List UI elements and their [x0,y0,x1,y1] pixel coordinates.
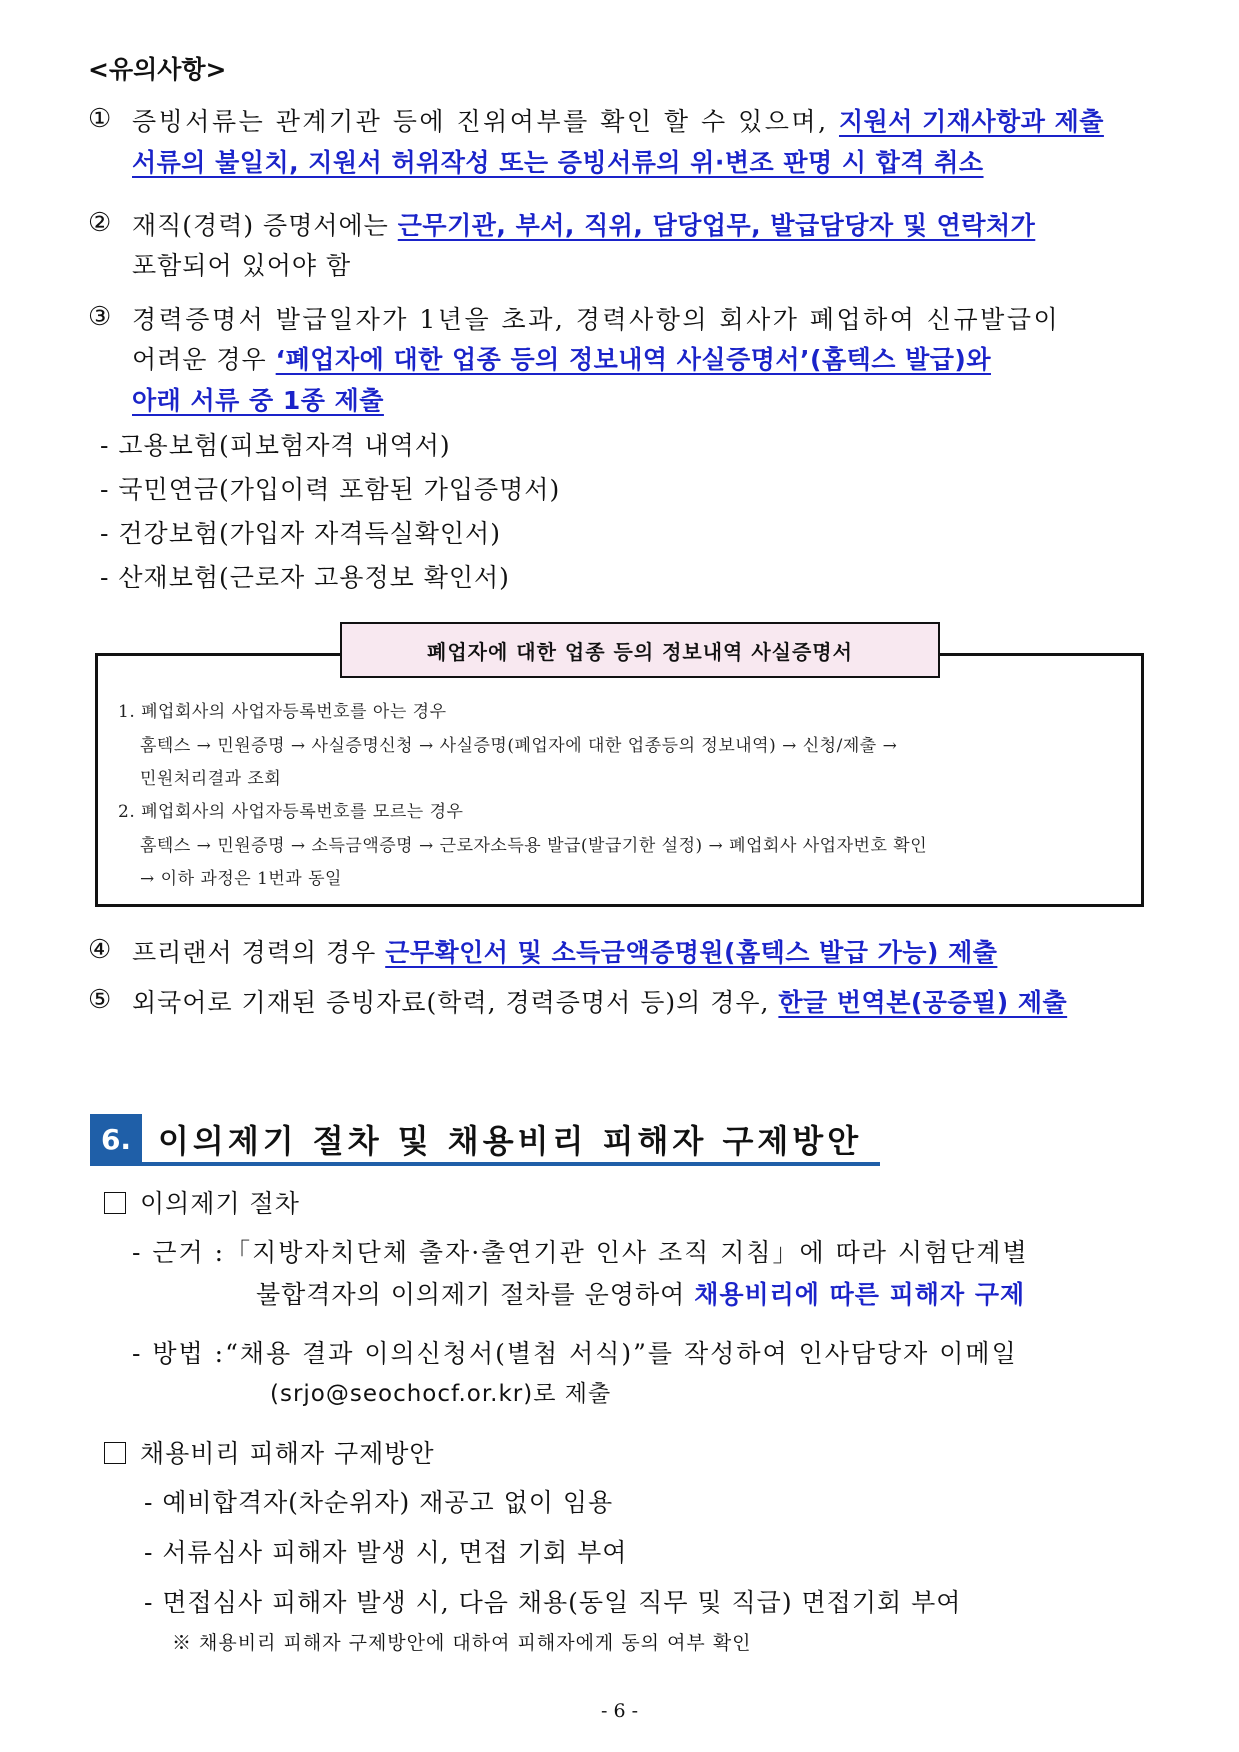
item-2-text: 재직(경력) 증명서에는 [132,211,398,240]
basis-line-2 [256,1275,1025,1311]
checkbox-icon [104,1442,126,1464]
item-1-number: ① [88,104,112,134]
item-3-line-1: 경력증명서 발급일자가 1년을 초과, 경력사항의 회사가 폐업하여 신규발급이 [132,305,1061,334]
info-box-line: 홈텍스 → 민원증명 → 사실증명신청 → 사실증명(폐업자에 대한 업종등의 정보내역) → 신청/제출 → [140,736,898,756]
info-box-line: 2. 폐업회사의 사업자등록번호를 모르는 경우 [118,802,464,822]
item-1-line-1 [132,102,1151,142]
item-2-line-2: 포함되어 있어야 함 [132,251,352,280]
list-item: - 예비합격자(차순위자) 재공고 없이 임용 [144,1488,614,1517]
objection-label: 이의제기 절차 [140,1189,300,1218]
info-box-title: 폐업자에 대한 업종 등의 정보내역 사실증명서 [340,622,940,678]
basis-text: 불합격자의 이의제기 절차를 운영하여 [256,1280,695,1309]
info-box-line: 1. 폐업회사의 사업자등록번호를 아는 경우 [118,702,447,722]
list-item: - 국민연금(가입이력 포함된 가입증명서) [100,475,561,504]
item-5-number: ⑤ [88,985,112,1015]
item-1-highlight-2: 서류의 불일치, 지원서 허위작성 또는 증빙서류의 위·변조 판명 시 합격 취소 [132,148,984,177]
objection-heading [104,1184,300,1220]
item-2-highlight: 근무기관, 부서, 직위, 담당업무, 발급담당자 및 연락처가 [397,211,1036,240]
item-3-text: 어려운 경우 [132,345,276,374]
remedy-label: 채용비리 피해자 구제방안 [140,1439,435,1468]
item-5-text: 외국어로 기재된 증빙자료(학력, 경력증명서 등)의 경우, [132,988,779,1017]
item-4-highlight: 근무확인서 및 소득금액증명원(홈텍스 발급 가능) 제출 [385,938,998,967]
info-box-line: 홈텍스 → 민원증명 → 소득금액증명 → 근로자소득용 발급(발급기한 설정) → 폐업회사 사업자번호 확인 [140,836,928,856]
basis-highlight: 채용비리에 따른 피해자 구제 [694,1280,1026,1309]
notes-heading: <유의사항> [88,55,227,84]
list-item: - 면접심사 피해자 발생 시, 다음 채용(동일 직무 및 직급) 면접기회 부여 [144,1588,962,1617]
item-4-number: ④ [88,935,112,965]
item-4-line [132,933,1151,973]
info-box-line: 민원처리결과 조회 [140,769,282,789]
item-3-number: ③ [88,302,112,332]
item-2-line-1 [132,206,1151,246]
info-box-line: → 이하 과정은 1번과 동일 [140,869,342,889]
remedy-heading [104,1434,435,1470]
item-3-line-2 [132,340,1151,380]
item-1-text: 증빙서류는 관계기관 등에 진위여부를 확인 할 수 있으며, [132,107,839,136]
list-item: - 건강보험(가입자 자격득실확인서) [100,519,501,548]
item-2-number: ② [88,208,112,238]
page-number: - 6 - [600,1700,638,1722]
method-line-2: (srjo@seochocf.or.kr)로 제출 [270,1381,612,1407]
basis-line-1: - 근거 :「지방자치단체 출자·출연기관 인사 조직 지침」에 따라 시험단계별 [132,1238,1029,1267]
item-1-line-2 [132,143,1151,183]
item-3-highlight-2: 아래 서류 중 1종 제출 [132,386,384,415]
item-3-highlight: ‘폐업자에 대한 업종 등의 정보내역 사실증명서’(홈텍스 발급)와 [275,345,991,374]
remedy-note: ※ 채용비리 피해자 구제방안에 대하여 피해자에게 동의 여부 확인 [172,1632,752,1654]
item-3-line-3 [132,381,1151,421]
section-number: 6. [90,1114,142,1164]
item-5-line [132,983,1151,1023]
item-5-highlight: 한글 번역본(공증필) 제출 [778,988,1068,1017]
section-underline [90,1162,880,1166]
list-item: - 산재보험(근로자 고용정보 확인서) [100,563,510,592]
section-6-header [90,1114,880,1166]
method-line-1: - 방법 :“채용 결과 이의신청서(별첨 서식)”를 작성하여 인사담당자 이메일 [132,1339,1018,1368]
checkbox-icon [104,1192,126,1214]
section-title: 이의제기 절차 및 채용비리 피해자 구제방안 [158,1122,863,1160]
list-item: - 고용보험(피보험자격 내역서) [100,431,451,460]
list-item: - 서류심사 피해자 발생 시, 면접 기회 부여 [144,1538,628,1567]
item-4-text: 프리랜서 경력의 경우 [132,938,386,967]
item-1-highlight: 지원서 기재사항과 제출 [838,107,1104,136]
